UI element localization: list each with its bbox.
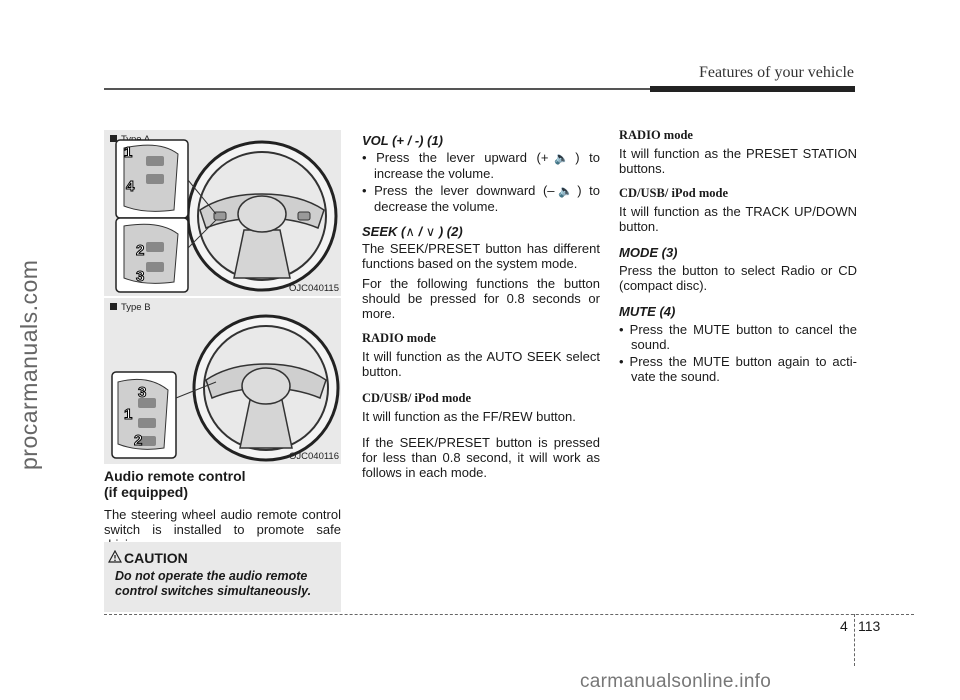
side-watermark: procarmanuals.com (16, 259, 42, 470)
callout-number: 2 (136, 242, 145, 259)
caution-box (104, 542, 341, 612)
audio-remote-section (104, 468, 341, 552)
warning-triangle-icon (108, 550, 122, 563)
callout-number: 2 (134, 432, 143, 449)
vol-bullet-down: • Press the lever downward (–🔈) to decrease the volume. (362, 183, 600, 214)
header-bar (650, 86, 855, 92)
middle-column (362, 133, 600, 480)
callout-number: 3 (138, 384, 147, 401)
cd-mode-text: It will function as the TRACK UP/DOWN button. (619, 204, 857, 234)
radio-mode-heading: RADIO mode (362, 331, 436, 345)
callout-number: 4 (126, 178, 135, 195)
speaker-icon: 🔈 (548, 151, 576, 165)
vol-bullet-up: • Press the lever upward (+🔈) to increase the volume. (362, 150, 600, 181)
mute-heading: MUTE (4) (619, 304, 676, 319)
header-title: Features of your vehicle (698, 64, 854, 81)
section-heading-sub: (if equipped) (104, 484, 188, 500)
seek-paragraph: For the following functions the button should be pressed for 0.8 seconds or more. (362, 276, 600, 321)
figure-type-b-label: Type B (110, 302, 151, 313)
seek-heading: SEEK (∧ / ∨ ) (2) (362, 224, 463, 239)
cd-mode-text: It will function as the FF/REW button. (362, 409, 576, 424)
footer-divider (854, 614, 855, 666)
radio-mode-heading: RADIO mode (619, 128, 693, 142)
mode-heading: MODE (3) (619, 245, 678, 260)
mute-bullet: • Press the MUTE button to cancel the sound. (619, 322, 857, 352)
figure-code: OJC040115 (289, 283, 339, 294)
right-column (619, 128, 857, 384)
figure-type-a (104, 130, 341, 296)
caution-text: Do not operate the audio remote control switches simultaneously. (115, 569, 312, 598)
page-number: 113 (858, 618, 881, 634)
section-body: The steering wheel audio remote control switch is installed to promote safe (104, 507, 341, 537)
figure-code: OJC040116 (289, 451, 339, 462)
radio-mode-text: It will function as the PRESET STATION buttons. (619, 146, 857, 176)
cd-mode-heading: CD/USB/ iPod mode (362, 391, 472, 405)
callout-number: 1 (124, 406, 133, 423)
section-heading: Audio remote control (104, 468, 246, 484)
mode-text: Press the button to select Radio or CD (compact disc). (619, 263, 857, 293)
bottom-watermark: carmanualsonline.info (580, 671, 772, 692)
cd-mode-heading: CD/USB/ iPod mode (619, 186, 729, 200)
callout-number: 3 (136, 268, 145, 285)
mute-bullet: • Press the MUTE button again to acti- vate the sound. (619, 354, 857, 384)
seek-paragraph: The SEEK/PRESET button has different functions based on the system mode. (362, 241, 600, 271)
vol-heading: VOL (+ / -) (1) (362, 133, 444, 148)
footer-rule (104, 614, 914, 615)
figure-type-b (104, 298, 341, 464)
down-arrow-icon: ∨ (425, 224, 436, 239)
speaker-icon: 🔈 (554, 184, 578, 198)
seek-paragraph: If the SEEK/PRESET button is pressed for less than 0.8 second, it will work as follows in each mode. (362, 435, 600, 480)
up-arrow-icon: ∧ (405, 224, 415, 239)
callout-number: 1 (124, 144, 133, 161)
caution-title: CAUTION (124, 550, 188, 566)
radio-mode-text: It will function as the AUTO SEEK select button. (362, 349, 600, 379)
chapter-number: 4 (840, 618, 848, 634)
